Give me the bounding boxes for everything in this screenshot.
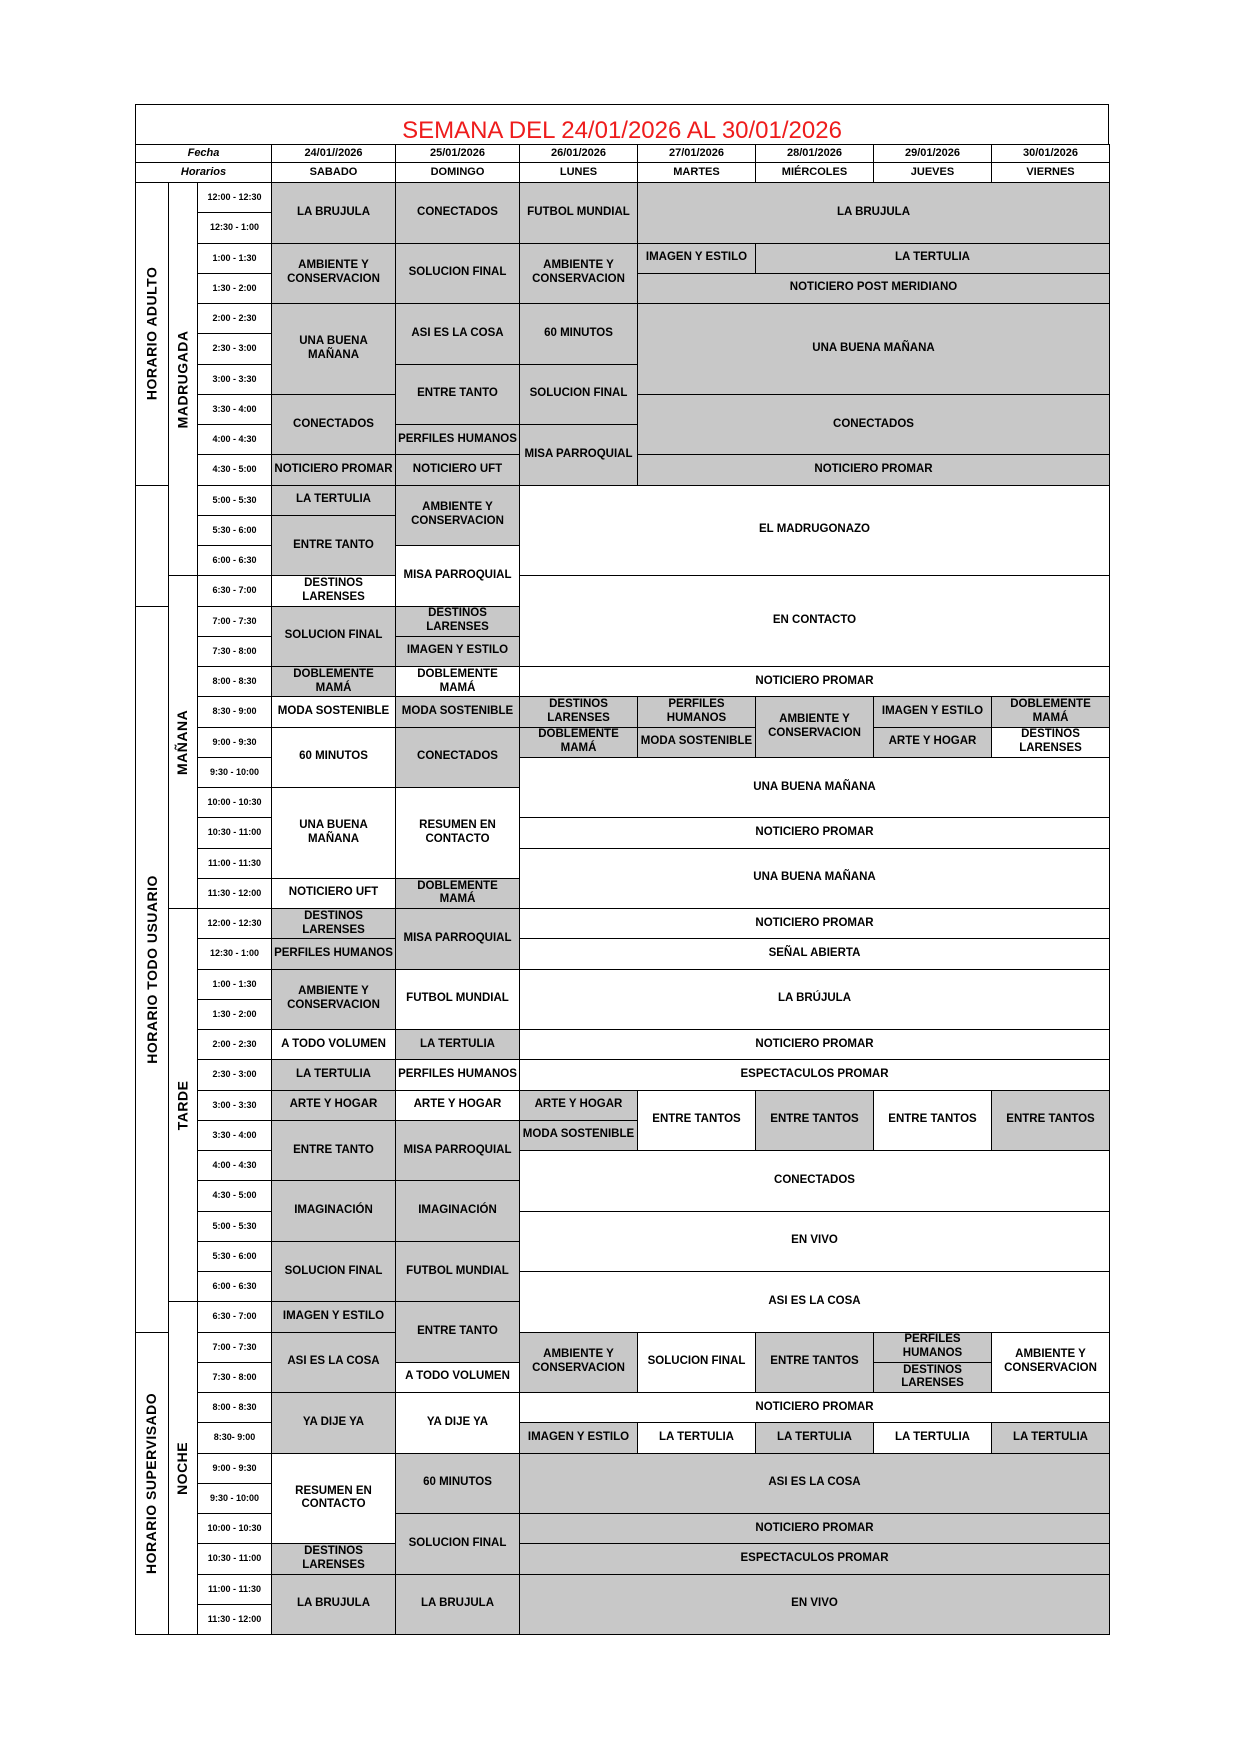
day-header: MARTES: [637, 162, 756, 183]
program-block: DESTINOS LARENSES: [519, 696, 638, 727]
program-block: FUTBOL MUNDIAL: [395, 969, 520, 1031]
program-block: MODA SOSTENIBLE: [519, 1120, 638, 1151]
time-slot: 6:00 - 6:30: [197, 545, 272, 576]
program-block: PERFILES HUMANOS: [271, 938, 396, 969]
program-block: PERFILES HUMANOS: [873, 1332, 992, 1363]
time-slot: 12:00 - 12:30: [197, 182, 272, 213]
program-block: IMAGEN Y ESTILO: [271, 1301, 396, 1332]
day-header: MIÉRCOLES: [755, 162, 874, 183]
period-group: [168, 575, 198, 909]
time-slot: 7:00 - 7:30: [197, 606, 272, 637]
program-block: CONECTADOS: [519, 1150, 1110, 1212]
program-block: NOTICIERO PROMAR: [519, 666, 1110, 697]
program-block: MISA PARROQUIAL: [395, 1120, 520, 1182]
program-block: NOTICIERO PROMAR: [519, 1513, 1110, 1544]
day-header: LUNES: [519, 162, 638, 183]
program-block: MODA SOSTENIBLE: [271, 696, 396, 727]
schedule-sheet: [135, 104, 1109, 1630]
day-header: VIERNES: [991, 162, 1110, 183]
program-block: YA DIJE YA: [271, 1392, 396, 1454]
program-block: SOLUCION FINAL: [395, 243, 520, 305]
program-block: EL MADRUGONAZO: [519, 485, 1110, 577]
program-block: FUTBOL MUNDIAL: [395, 1241, 520, 1303]
program-block: ENTRE TANTOS: [873, 1090, 992, 1152]
time-slot: 10:00 - 10:30: [197, 1513, 272, 1544]
time-slot: 12:00 - 12:30: [197, 908, 272, 939]
program-block: LA BRUJULA: [395, 1574, 520, 1636]
program-block: PERFILES HUMANOS: [395, 424, 520, 455]
program-block: ARTE Y HOGAR: [873, 727, 992, 758]
program-block: LA TERTULIA: [991, 1422, 1110, 1453]
program-block: A TODO VOLUMEN: [271, 1029, 396, 1060]
horario-group-label: HORARIO ADULTO: [143, 266, 160, 401]
program-block: UNA BUENA MAÑANA: [271, 303, 396, 395]
program-block: ENTRE TANTO: [271, 1120, 396, 1182]
program-block: ENTRE TANTOS: [637, 1090, 756, 1152]
program-block: DOBLEMENTE MAMÁ: [519, 727, 638, 758]
program-block: LA TERTULIA: [637, 1422, 756, 1453]
program-block: ENTRE TANTO: [395, 364, 520, 426]
program-block: CONECTADOS: [271, 394, 396, 456]
program-block: MISA PARROQUIAL: [519, 424, 638, 486]
program-block: IMAGEN Y ESTILO: [637, 243, 756, 274]
program-block: CONECTADOS: [395, 727, 520, 789]
program-block: LA BRUJULA: [271, 182, 396, 244]
date-header: 28/01/2026: [755, 144, 874, 163]
program-block: DESTINOS LARENSES: [991, 727, 1110, 758]
program-block: AMBIENTE Y CONSERVACION: [271, 969, 396, 1031]
time-slot: 8:00 - 8:30: [197, 1392, 272, 1423]
program-block: CONECTADOS: [637, 394, 1110, 456]
time-slot: 9:00 - 9:30: [197, 1453, 272, 1484]
time-slot: 4:00 - 4:30: [197, 424, 272, 455]
horario-group-label: HORARIO SUPERVISADO: [143, 1392, 160, 1574]
program-block: AMBIENTE Y CONSERVACION: [395, 485, 520, 547]
time-slot: 11:30 - 12:00: [197, 1604, 272, 1635]
program-block: MISA PARROQUIAL: [395, 545, 520, 607]
program-block: LA TERTULIA: [395, 1029, 520, 1060]
program-block: IMAGEN Y ESTILO: [395, 636, 520, 667]
program-block: PERFILES HUMANOS: [395, 1059, 520, 1090]
program-block: SOLUCION FINAL: [395, 1513, 520, 1575]
day-header: JUEVES: [873, 162, 992, 183]
program-block: NOTICIERO POST MERIDIANO: [637, 273, 1110, 304]
program-block: PERFILES HUMANOS: [637, 696, 756, 727]
program-block: NOTICIERO PROMAR: [519, 817, 1110, 848]
program-block: SOLUCION FINAL: [637, 1332, 756, 1394]
program-block: FUTBOL MUNDIAL: [519, 182, 638, 244]
program-block: NOTICIERO PROMAR: [519, 1392, 1110, 1423]
program-block: DESTINOS LARENSES: [271, 575, 396, 606]
program-block: SOLUCION FINAL: [271, 606, 396, 668]
program-block: NOTICIERO UFT: [271, 878, 396, 909]
program-block: AMBIENTE Y CONSERVACION: [519, 1332, 638, 1394]
program-block: ASI ES LA COSA: [271, 1332, 396, 1394]
program-block: IMAGINACIÓN: [271, 1180, 396, 1242]
program-block: ARTE Y HOGAR: [271, 1090, 396, 1121]
program-block: DESTINOS LARENSES: [271, 908, 396, 939]
program-block: ARTE Y HOGAR: [395, 1090, 520, 1121]
program-block: AMBIENTE Y CONSERVACION: [519, 243, 638, 305]
time-slot: 1:30 - 2:00: [197, 273, 272, 304]
time-slot: 10:30 - 11:00: [197, 817, 272, 848]
time-slot: 9:30 - 10:00: [197, 1483, 272, 1514]
program-block: MODA SOSTENIBLE: [637, 727, 756, 758]
program-block: A TODO VOLUMEN: [395, 1362, 520, 1393]
time-slot: 3:30 - 4:00: [197, 1120, 272, 1151]
period-group: [168, 908, 198, 1302]
period-group: [168, 182, 198, 576]
date-header: 24/01//2026: [271, 144, 396, 163]
time-slot: 8:30 - 9:00: [197, 696, 272, 727]
program-block: ASI ES LA COSA: [519, 1453, 1110, 1515]
time-slot: 3:30 - 4:00: [197, 394, 272, 425]
program-block: DOBLEMENTE MAMÁ: [271, 666, 396, 697]
program-block: IMAGEN Y ESTILO: [873, 696, 992, 727]
program-block: IMAGINACIÓN: [395, 1180, 520, 1242]
time-slot: 2:00 - 2:30: [197, 303, 272, 334]
program-block: AMBIENTE Y CONSERVACION: [991, 1332, 1110, 1394]
program-block: DESTINOS LARENSES: [873, 1362, 992, 1393]
program-block: AMBIENTE Y CONSERVACION: [755, 696, 874, 758]
program-block: ARTE Y HOGAR: [519, 1090, 638, 1121]
time-slot: 11:00 - 11:30: [197, 1574, 272, 1605]
time-slot: 5:00 - 5:30: [197, 485, 272, 516]
date-header: 27/01/2026: [637, 144, 756, 163]
time-slot: 3:00 - 3:30: [197, 364, 272, 395]
program-block: ENTRE TANTO: [395, 1301, 520, 1363]
program-block: UNA BUENA MAÑANA: [271, 787, 396, 879]
program-block: SOLUCION FINAL: [271, 1241, 396, 1303]
program-block: NOTICIERO UFT: [395, 454, 520, 485]
time-slot: 11:00 - 11:30: [197, 848, 272, 879]
program-block: LA TERTULIA: [755, 243, 1110, 274]
program-block: DESTINOS LARENSES: [271, 1543, 396, 1574]
time-slot: 7:30 - 8:00: [197, 636, 272, 667]
page-title: SEMANA DEL 24/01/2026 AL 30/01/2026: [402, 117, 842, 144]
program-block: IMAGEN Y ESTILO: [519, 1422, 638, 1453]
time-slot: 1:30 - 2:00: [197, 999, 272, 1030]
time-slot: 8:30- 9:00: [197, 1422, 272, 1453]
program-block: RESUMEN EN CONTACTO: [395, 787, 520, 879]
time-slot: 6:00 - 6:30: [197, 1271, 272, 1302]
program-block: ASI ES LA COSA: [395, 303, 520, 365]
period-group-label: MADRUGADA: [174, 330, 191, 429]
time-slot: 5:30 - 6:00: [197, 1241, 272, 1272]
date-header: 26/01/2026: [519, 144, 638, 163]
program-block: ESPECTACULOS PROMAR: [519, 1059, 1110, 1090]
horario-group: [135, 485, 169, 607]
time-slot: 12:30 - 1:00: [197, 938, 272, 969]
program-block: ESPECTACULOS PROMAR: [519, 1543, 1110, 1574]
time-slot: 4:30 - 5:00: [197, 454, 272, 485]
program-block: SOLUCION FINAL: [519, 364, 638, 426]
program-block: CONECTADOS: [395, 182, 520, 244]
program-block: MISA PARROQUIAL: [395, 908, 520, 970]
time-slot: 1:00 - 1:30: [197, 243, 272, 274]
time-slot: 1:00 - 1:30: [197, 969, 272, 1000]
time-slot: 10:30 - 11:00: [197, 1543, 272, 1574]
program-block: RESUMEN EN CONTACTO: [271, 1453, 396, 1545]
program-block: DOBLEMENTE MAMÁ: [395, 878, 520, 909]
program-block: NOTICIERO PROMAR: [519, 1029, 1110, 1060]
time-slot: 5:30 - 6:00: [197, 515, 272, 546]
program-block: DESTINOS LARENSES: [395, 606, 520, 637]
time-slot: 2:00 - 2:30: [197, 1029, 272, 1060]
time-slot: 2:30 - 3:00: [197, 1059, 272, 1090]
time-slot: 6:30 - 7:00: [197, 1301, 272, 1332]
program-block: DOBLEMENTE MAMÁ: [991, 696, 1110, 727]
program-block: ENTRE TANTOS: [755, 1090, 874, 1152]
fecha-label: Fecha: [135, 144, 272, 163]
horario-group: [135, 1332, 169, 1636]
period-group-label: NOCHE: [174, 1441, 191, 1495]
date-header: 30/01/2026: [991, 144, 1110, 163]
program-block: UNA BUENA MAÑANA: [519, 757, 1110, 819]
program-block: LA TERTULIA: [271, 485, 396, 516]
time-slot: 4:00 - 4:30: [197, 1150, 272, 1181]
program-block: EN VIVO: [519, 1574, 1110, 1636]
period-group-label: TARDE: [174, 1080, 191, 1130]
program-block: LA BRUJULA: [271, 1574, 396, 1636]
program-block: MODA SOSTENIBLE: [395, 696, 520, 727]
date-header: 25/01/2026: [395, 144, 520, 163]
period-group: [168, 1301, 198, 1635]
program-block: YA DIJE YA: [395, 1392, 520, 1454]
horarios-label: Horarios: [135, 162, 272, 183]
horario-group: [135, 182, 169, 486]
program-block: DOBLEMENTE MAMÁ: [395, 666, 520, 697]
time-slot: 9:00 - 9:30: [197, 727, 272, 758]
horario-group-label: HORARIO TODO USUARIO: [143, 874, 160, 1064]
program-block: UNA BUENA MAÑANA: [637, 303, 1110, 395]
program-block: UNA BUENA MAÑANA: [519, 848, 1110, 910]
time-slot: 12:30 - 1:00: [197, 212, 272, 243]
time-slot: 4:30 - 5:00: [197, 1180, 272, 1211]
program-block: 60 MINUTOS: [271, 727, 396, 789]
program-block: 60 MINUTOS: [519, 303, 638, 365]
program-block: ENTRE TANTO: [271, 515, 396, 577]
date-header: 29/01/2026: [873, 144, 992, 163]
horario-group: [135, 606, 169, 1333]
program-block: LA TERTULIA: [755, 1422, 874, 1453]
day-header: SABADO: [271, 162, 396, 183]
time-slot: 2:30 - 3:00: [197, 333, 272, 364]
time-slot: 9:30 - 10:00: [197, 757, 272, 788]
program-block: LA TERTULIA: [271, 1059, 396, 1090]
time-slot: 10:00 - 10:30: [197, 787, 272, 818]
program-block: SEÑAL ABIERTA: [519, 938, 1110, 969]
program-block: LA BRÚJULA: [519, 969, 1110, 1031]
program-block: NOTICIERO PROMAR: [637, 454, 1110, 485]
program-block: NOTICIERO PROMAR: [519, 908, 1110, 939]
program-block: ENTRE TANTOS: [991, 1090, 1110, 1152]
time-slot: 7:00 - 7:30: [197, 1332, 272, 1363]
program-block: 60 MINUTOS: [395, 1453, 520, 1515]
program-block: LA TERTULIA: [873, 1422, 992, 1453]
time-slot: 3:00 - 3:30: [197, 1090, 272, 1121]
time-slot: 7:30 - 8:00: [197, 1362, 272, 1393]
time-slot: 8:00 - 8:30: [197, 666, 272, 697]
program-block: ENTRE TANTOS: [755, 1332, 874, 1394]
day-header: DOMINGO: [395, 162, 520, 183]
time-slot: 6:30 - 7:00: [197, 575, 272, 606]
program-block: EN CONTACTO: [519, 575, 1110, 667]
time-slot: 11:30 - 12:00: [197, 878, 272, 909]
program-block: EN VIVO: [519, 1211, 1110, 1273]
program-block: NOTICIERO PROMAR: [271, 454, 396, 485]
period-group-label: MAÑANA: [174, 709, 191, 775]
program-block: ASI ES LA COSA: [519, 1271, 1110, 1333]
program-block: LA BRUJULA: [637, 182, 1110, 244]
time-slot: 5:00 - 5:30: [197, 1211, 272, 1242]
program-block: AMBIENTE Y CONSERVACION: [271, 243, 396, 305]
